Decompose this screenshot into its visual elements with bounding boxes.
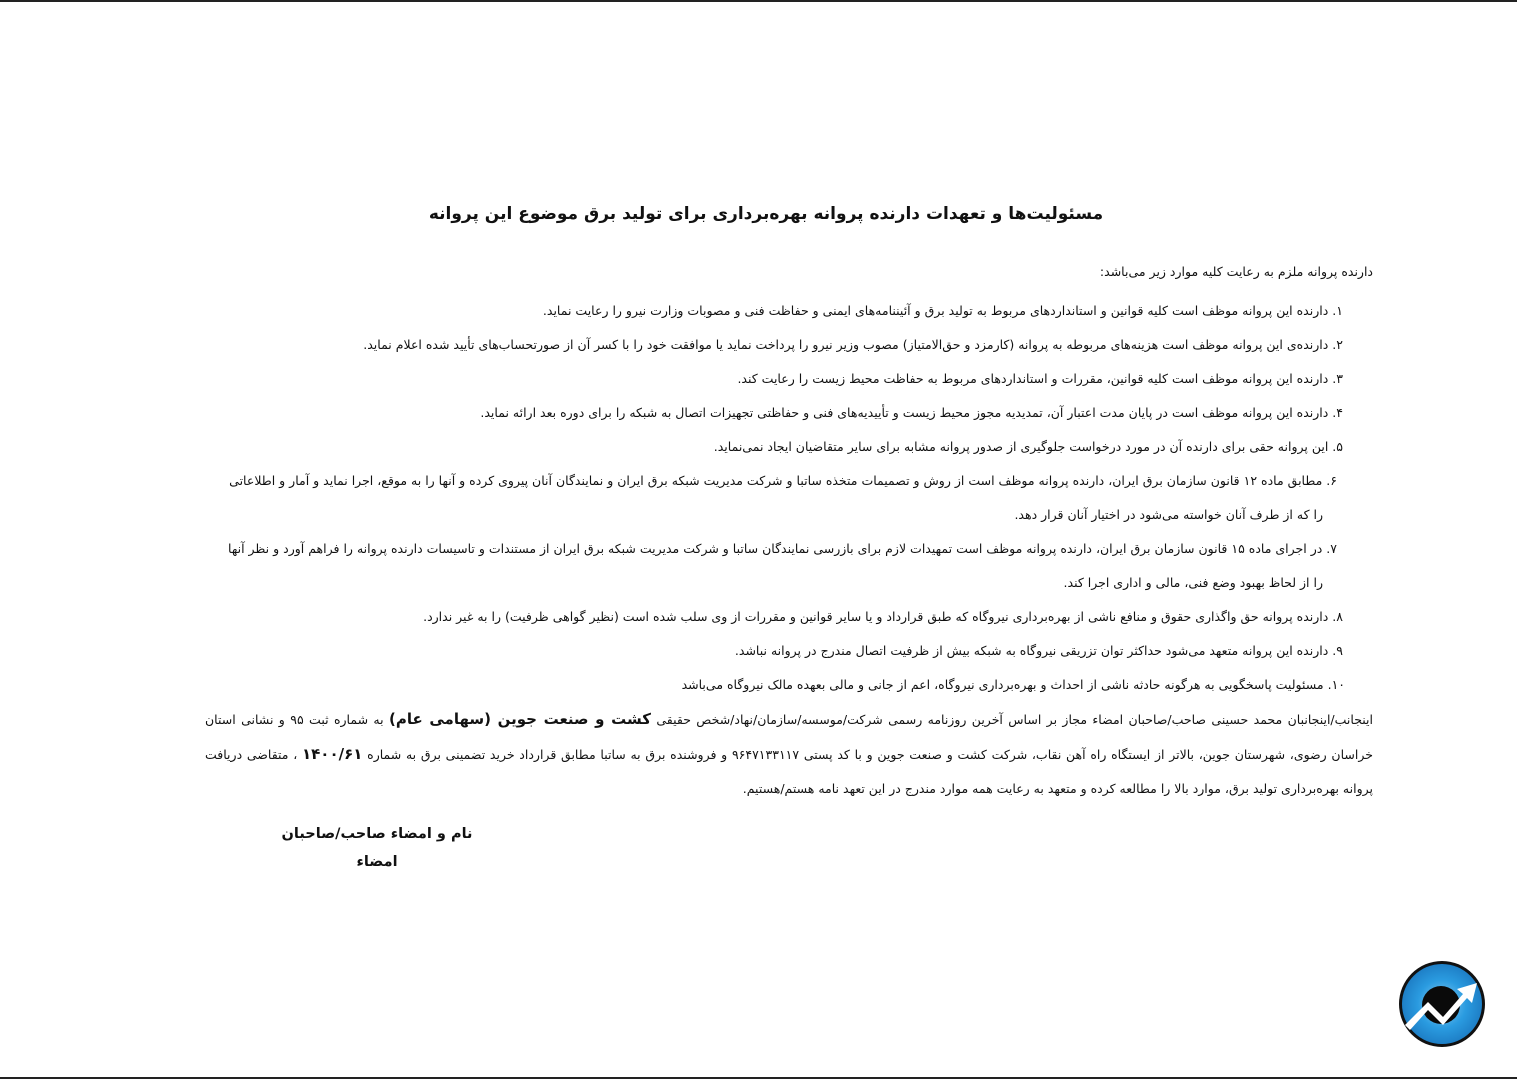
list-item <box>205 668 1373 702</box>
item-number: ۱۰. <box>1327 677 1345 692</box>
item-number: ۵. <box>1332 439 1343 454</box>
item-number: ۲. <box>1332 337 1343 352</box>
list-item <box>205 532 1373 600</box>
list-item <box>205 294 1373 328</box>
trend-arrow-logo-icon <box>1397 959 1487 1049</box>
contract-number: ۱۴۰۰/۶۱ <box>302 745 363 763</box>
item-text: در اجرای ماده ۱۵ قانون سازمان برق ایران، دارنده پروانه موظف است تمهیدات لازم برای بازرسی نمایندگان ساتبا و شرکت مدیریت شبکه برق ایران از مستندات و تاسیسات دارنده پروانه را فراهم آورد و نظر آنها <box>228 541 1323 556</box>
list-item <box>205 430 1373 464</box>
item-text: دارنده این پروانه موظف است کلیه قوانین، مقررات و استانداردهای مربوط به حفاظت محیط زیست را رعایت کند. <box>737 371 1329 386</box>
list-item <box>205 396 1373 430</box>
declaration-text: اینجانب/اینجانبان محمد حسینی صاحب/صاحبان امضاء مجاز بر اساس آخرین روزنامه رسمی شرکت/موسسه/سازمان/نهاد/شخص حقیقی <box>650 712 1373 727</box>
item-text: این پروانه حقی برای دارنده آن در مورد درخواست جلوگیری از صدور پروانه مشابه برای سایر متقاضیان ایجاد نمی‌نماید. <box>713 439 1329 454</box>
intro-text: دارنده پروانه ملزم به رعایت کلیه موارد زیر می‌باشد: <box>1099 264 1373 279</box>
list-item <box>205 464 1373 532</box>
list-item <box>205 328 1373 362</box>
item-text: مسئولیت پاسخگویی به هرگونه حادثه ناشی از احداث و بهره‌برداری نیروگاه، اعم از جانی و مالی بعهده مالک نیروگاه می‌باشد <box>681 677 1324 692</box>
item-text: دارنده این پروانه موظف است در پایان مدت اعتبار آن، تمدیدیه مجوز محیط زیست و تأییدیه‌های فنی و حفاظتی تجهیزات اتصال به شبکه را برای دوره بعد ارائه نماید. <box>480 405 1329 420</box>
declaration-text: ، متقاضی دریافت پروانه بهره‌برداری تولید برق، موارد بالا را مطالعه کرده و متعهد به رعایت همه موارد مندرج در این تعهد نامه هستم/هستیم. <box>205 747 1373 796</box>
item-number: ۶. <box>1326 473 1337 488</box>
item-text: مطابق ماده ۱۲ قانون سازمان برق ایران، دارنده پروانه موظف است از روش و تصمیمات متخذه ساتبا و شرکت مدیریت شبکه برق ایران و نمایندگان آنان پیروی کرده و آنها را به موقع، اجرا نماید و آمار و اطلاعاتی <box>229 473 1323 488</box>
list-item <box>205 600 1373 634</box>
declaration-paragraph <box>205 702 1373 806</box>
signature-label: نام و امضاء صاحب/صاحبان امضاء <box>281 826 473 870</box>
item-text: دارنده پروانه حق واگذاری حقوق و منافع ناشی از بهره‌برداری نیروگاه که طبق قرارداد و یا سایر قوانین و مقررات از وی سلب شده است (نظیر گواهی ظرفیت) را به غیر ندارد. <box>423 609 1329 624</box>
document-body <box>205 260 1373 806</box>
list-item <box>205 634 1373 668</box>
item-text-continuation: را از لحاظ بهبود وضع فنی، مالی و اداری اجرا کند. <box>1063 575 1323 590</box>
item-number: ۸. <box>1332 609 1343 624</box>
item-number: ۷. <box>1326 541 1337 556</box>
document-title: مسئولیت‌ها و تعهدات دارنده پروانه بهره‌برداری برای تولید برق موضوع این پروانه <box>428 204 1104 224</box>
item-text-continuation: را که از طرف آنان خواسته می‌شود در اختیار آنان قرار دهد. <box>1014 507 1323 522</box>
company-name: کشت و صنعت جوین (سهامی عام) <box>389 710 651 728</box>
item-number: ۱. <box>1332 303 1343 318</box>
declaration-text: به شماره ثبت ۹۵ و نشانی استان خراسان رضوی، شهرستان جوین، بالاتر از ایستگاه راه آهن نقاب، شرکت کشت و صنعت جوین و با کد پستی ۹۶۴۷۱۳۳۱۱۷ و فروشنده برق به ساتبا مطابق قرارداد خرید تضمینی برق به شماره <box>205 712 1373 762</box>
item-number: ۳. <box>1332 371 1343 386</box>
top-border-line <box>0 0 1517 2</box>
item-text: دارنده این پروانه متعهد می‌شود حداکثر توان تزریقی نیروگاه به شبکه بیش از ظرفیت اتصال مندرج در پروانه نباشد. <box>734 643 1329 658</box>
item-number: ۹. <box>1332 643 1343 658</box>
obligations-list <box>205 294 1373 702</box>
list-item <box>205 362 1373 396</box>
item-text: دارنده‌ی این پروانه موظف است هزینه‌های مربوطه به پروانه (کارمزد و حق‌الامتیاز) مصوب وزیر نیرو را پرداخت نماید یا موافقت خود را با کسر آن از صورتحساب‌های تأیید شده اعلام نماید. <box>363 337 1329 352</box>
item-number: ۴. <box>1332 405 1343 420</box>
item-text: دارنده این پروانه موظف است کلیه قوانین و استانداردهای مربوط به تولید برق و آئیننامه‌های ایمنی و حفاظت فنی و مصوبات وزارت نیرو را رعایت نماید. <box>542 303 1329 318</box>
